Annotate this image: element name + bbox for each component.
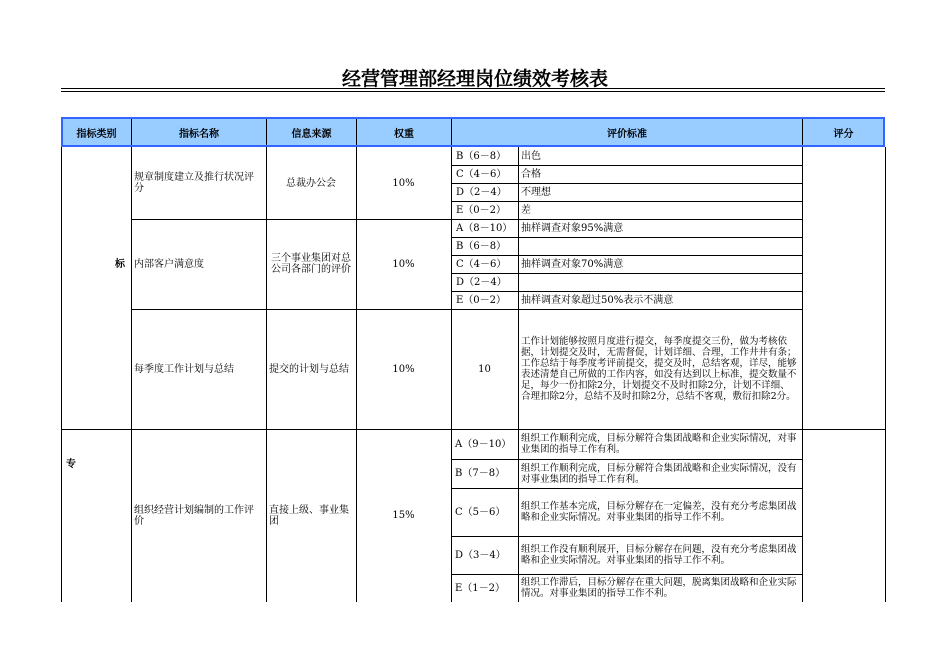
header-score: 评分	[802, 118, 885, 146]
grade: E（1－2）	[455, 582, 506, 594]
criteria-desc: 工作计划能够按照月度进行提交，每季度提交三份，做为考核依据，计划提交及时，无需督促，计划详细、合理，工作井井有条；工作总结于每季度考评前提交，提交及时，总结客观，详尽，能够表述清楚自己所做的工作内容，如没有达到以上标准，提交数量不足，每少一份扣除2分，计划提交不及时扣除2分，计划不详细、合理扣除2分，总结不及时扣除2分，总结不客观，敷衍扣除2分。	[521, 336, 797, 402]
grade: E（0－2）	[456, 204, 507, 216]
grade: D（2－4）	[456, 276, 507, 288]
header-category: 指标类别	[61, 118, 132, 146]
grid-line	[885, 147, 886, 602]
title-rule-bottom	[61, 91, 885, 92]
weight: 10%	[392, 363, 415, 375]
grade: D（3－4）	[455, 549, 506, 561]
criteria-desc: 不理想	[521, 186, 551, 198]
grade: A（9－10）	[455, 438, 512, 450]
criteria-desc: 组织工作顺利完成，目标分解符合集团战略和企业实际情况，没有对事业集团的指导工作有利。	[521, 462, 797, 485]
header-outline	[61, 117, 885, 147]
grade: A（8－10）	[456, 222, 513, 234]
grid-line	[61, 147, 62, 602]
grade: E（0－2）	[456, 294, 507, 306]
grade: B（6－8）	[456, 150, 507, 162]
weight: 15%	[392, 510, 415, 521]
info-source: 总裁办公会	[286, 177, 336, 189]
criteria-desc	[518, 237, 802, 255]
criteria-desc: 组织工作顺利完成，目标分解符合集团战略和企业实际情况，对事业集团的指导工作有利。	[521, 433, 797, 455]
grade: 10	[478, 363, 491, 375]
indicator-name: 规章制度建立及推行状况评分	[134, 172, 254, 194]
score-cell[interactable]	[802, 429, 885, 602]
criteria-desc: 出色	[521, 150, 541, 162]
header-name: 指标名称	[131, 118, 267, 146]
grade: C（5－6）	[455, 506, 506, 518]
criteria-desc: 合格	[521, 168, 541, 180]
indicator-name: 内部客户满意度	[134, 258, 204, 270]
info-source: 三个事业集团对总公司各部门的评价	[271, 253, 351, 275]
category-label: 专	[66, 458, 76, 470]
grade: C（4－6）	[456, 258, 507, 270]
criteria-desc: 抽样调查对象95%满意	[521, 222, 624, 234]
weight: 10%	[392, 258, 415, 270]
grade: B（6－8）	[456, 240, 507, 252]
page-title: 经营管理部经理岗位绩效考核表	[341, 68, 608, 90]
criteria-desc: 组织工作没有顺利展开，目标分解存在问题，没有充分考虑集团战略和企业实际情况。对事业集团的指导工作不利。	[521, 544, 797, 566]
criteria-desc: 组织工作滞后，目标分解存在重大问题，脱离集团战略和企业实际情况。对事业集团的指导工作不利。	[521, 577, 797, 599]
title-rule-top	[61, 88, 885, 89]
grade: D（2－4）	[456, 186, 507, 198]
criteria-desc	[518, 273, 802, 291]
header-source: 信息来源	[266, 118, 357, 146]
indicator-name: 组织经营计划编制的工作评价	[134, 504, 254, 527]
info-source: 提交的计划与总结	[269, 363, 349, 375]
header-criteria: 评价标准	[451, 118, 803, 146]
criteria-desc: 抽样调查对象70%满意	[521, 258, 624, 270]
score-cell[interactable]	[802, 147, 885, 429]
criteria-desc: 抽样调查对象超过50%表示不满意	[521, 294, 674, 306]
indicator-name: 每季度工作计划与总结	[134, 363, 234, 375]
weight: 10%	[392, 177, 415, 189]
grade: B（7－8）	[455, 468, 506, 479]
category-label: 标	[115, 258, 125, 270]
grade: C（4－6）	[456, 168, 507, 180]
info-source: 直接上级、事业集团	[269, 504, 349, 527]
criteria-desc: 差	[521, 204, 531, 216]
criteria-desc: 组织工作基本完成，目标分解存在一定偏差，没有充分考虑集团战略和企业实际情况。对事业集团的指导工作不利。	[521, 501, 797, 523]
header-weight: 权重	[356, 118, 452, 146]
